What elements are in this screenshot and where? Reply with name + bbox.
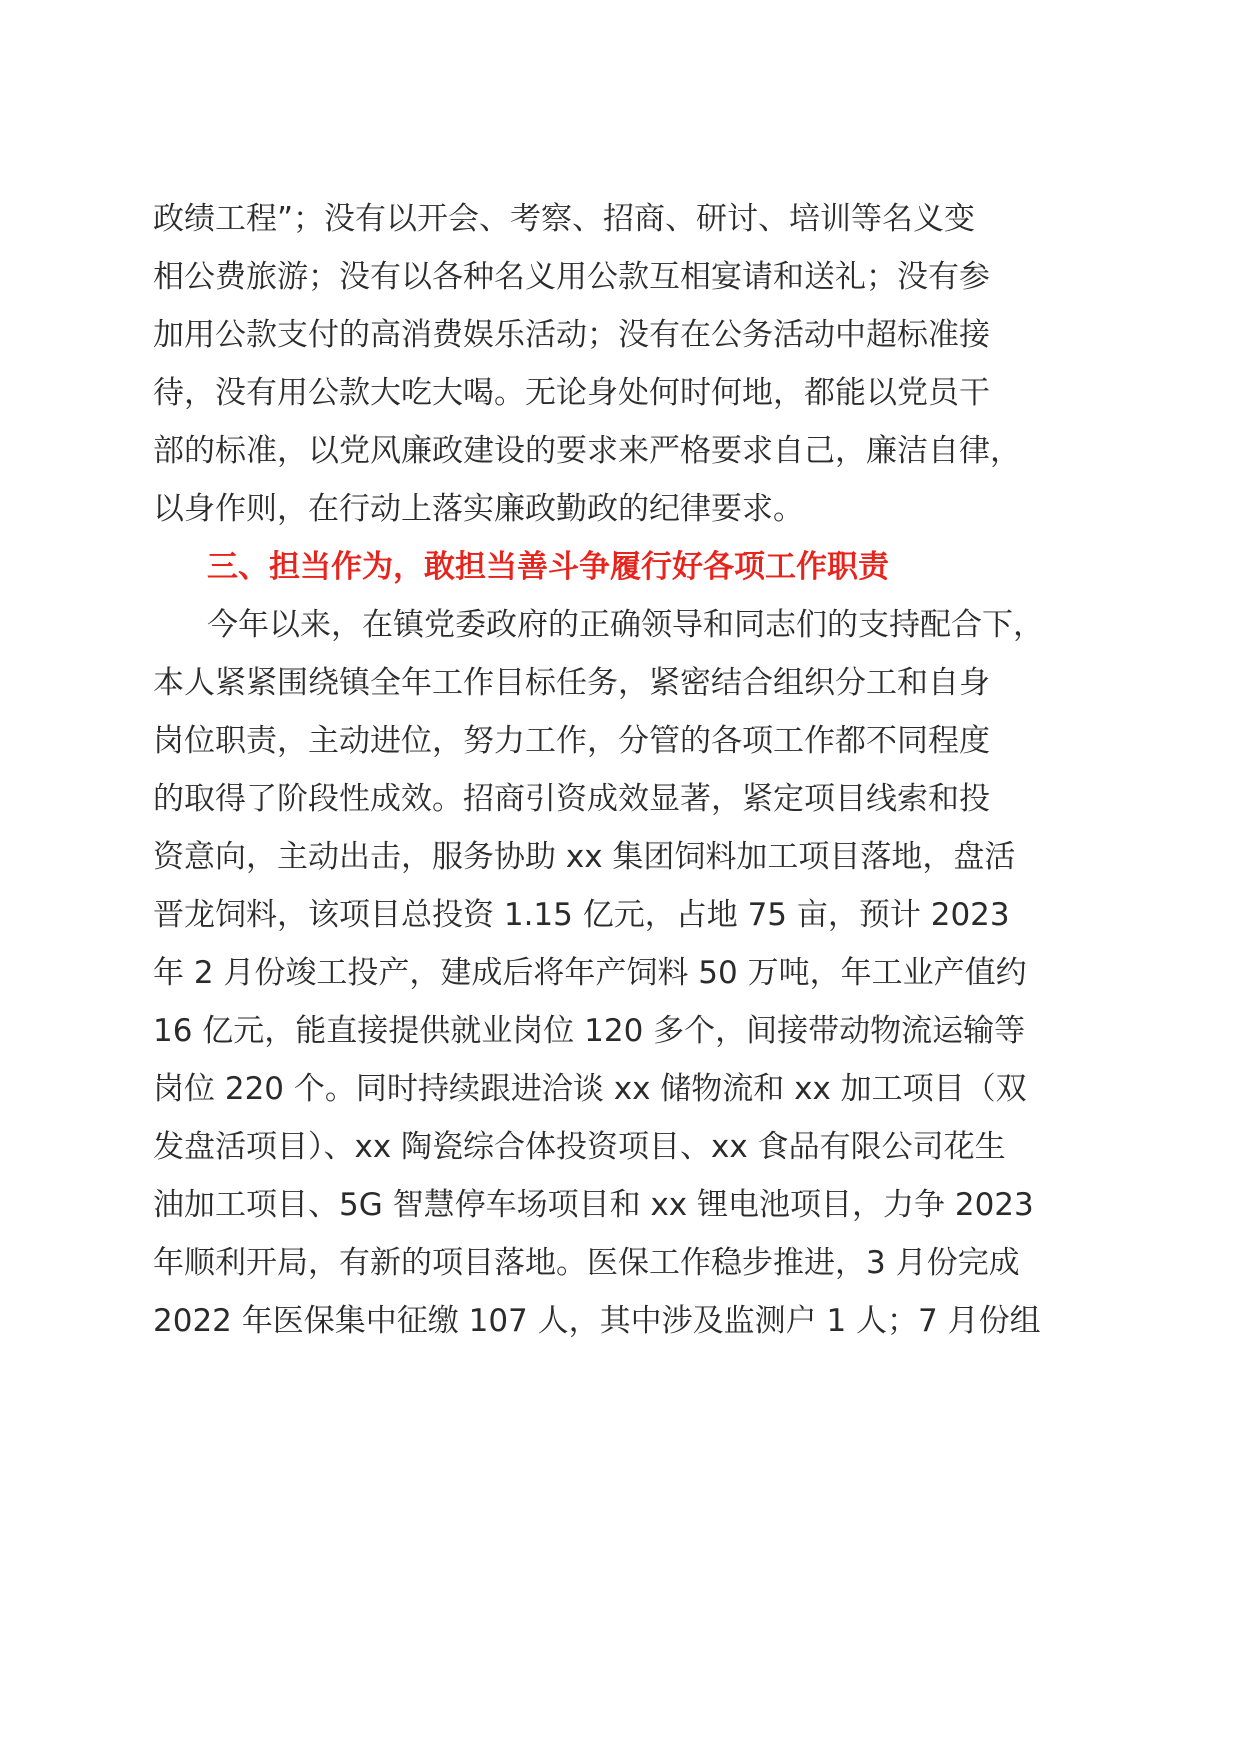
body-text-line: 的取得了阶段性成效。招商引资成效显著，紧定项目线索和投 — [153, 781, 990, 817]
body-text-line: 油加工项目、5G 智慧停车场项目和 xx 锂电池项目，力争 2023 — [153, 1187, 1034, 1223]
body-text-line: 相公费旅游；没有以各种名义用公款互相宴请和送礼；没有参 — [153, 259, 990, 295]
body-text-line: 资意向，主动出击，服务协助 xx 集团饲料加工项目落地，盘活 — [153, 839, 1016, 875]
body-text-line: 政绩工程”；没有以开会、考察、招商、研讨、培训等名义变 — [153, 201, 976, 237]
body-text-line: 以身作则，在行动上落实廉政勤政的纪律要求。 — [153, 491, 804, 527]
section-heading: 三、担当作为，敢担当善斗争履行好各项工作职责 — [207, 549, 889, 585]
body-text-line: 本人紧紧围绕镇全年工作目标任务，紧密结合组织分工和自身 — [153, 665, 990, 701]
body-text-line: 部的标准，以党风廉政建设的要求来严格要求自己，廉洁自律， — [153, 433, 1021, 469]
body-text-line: 2022 年医保集中征缴 107 人，其中涉及监测户 1 人；7 月份组 — [153, 1303, 1041, 1339]
body-text-line: 岗位 220 个。同时持续跟进洽谈 xx 储物流和 xx 加工项目（双 — [153, 1071, 1027, 1107]
body-text-line: 发盘活项目）、xx 陶瓷综合体投资项目、xx 食品有限公司花生 — [153, 1129, 1006, 1165]
body-text-line: 晋龙饲料，该项目总投资 1.15 亿元，占地 75 亩，预计 2023 — [153, 897, 1010, 933]
paragraph-first-line: 今年以来，在镇党委政府的正确领导和同志们的支持配合下， — [207, 607, 1044, 643]
body-text-line: 年 2 月份竣工投产，建成后将年产饲料 50 万吨，年工业产值约 — [153, 955, 1027, 991]
body-text-line: 年顺利开局，有新的项目落地。医保工作稳步推进，3 月份完成 — [153, 1245, 1020, 1281]
body-text-line: 加用公款支付的高消费娱乐活动；没有在公务活动中超标准接 — [153, 317, 990, 353]
body-text-line: 待，没有用公款大吃大喝。无论身处何时何地，都能以党员干 — [153, 375, 990, 411]
body-text-line: 16 亿元，能直接提供就业岗位 120 多个，间接带动物流运输等 — [153, 1013, 1026, 1049]
body-text-line: 岗位职责，主动进位，努力工作，分管的各项工作都不同程度 — [153, 723, 990, 759]
